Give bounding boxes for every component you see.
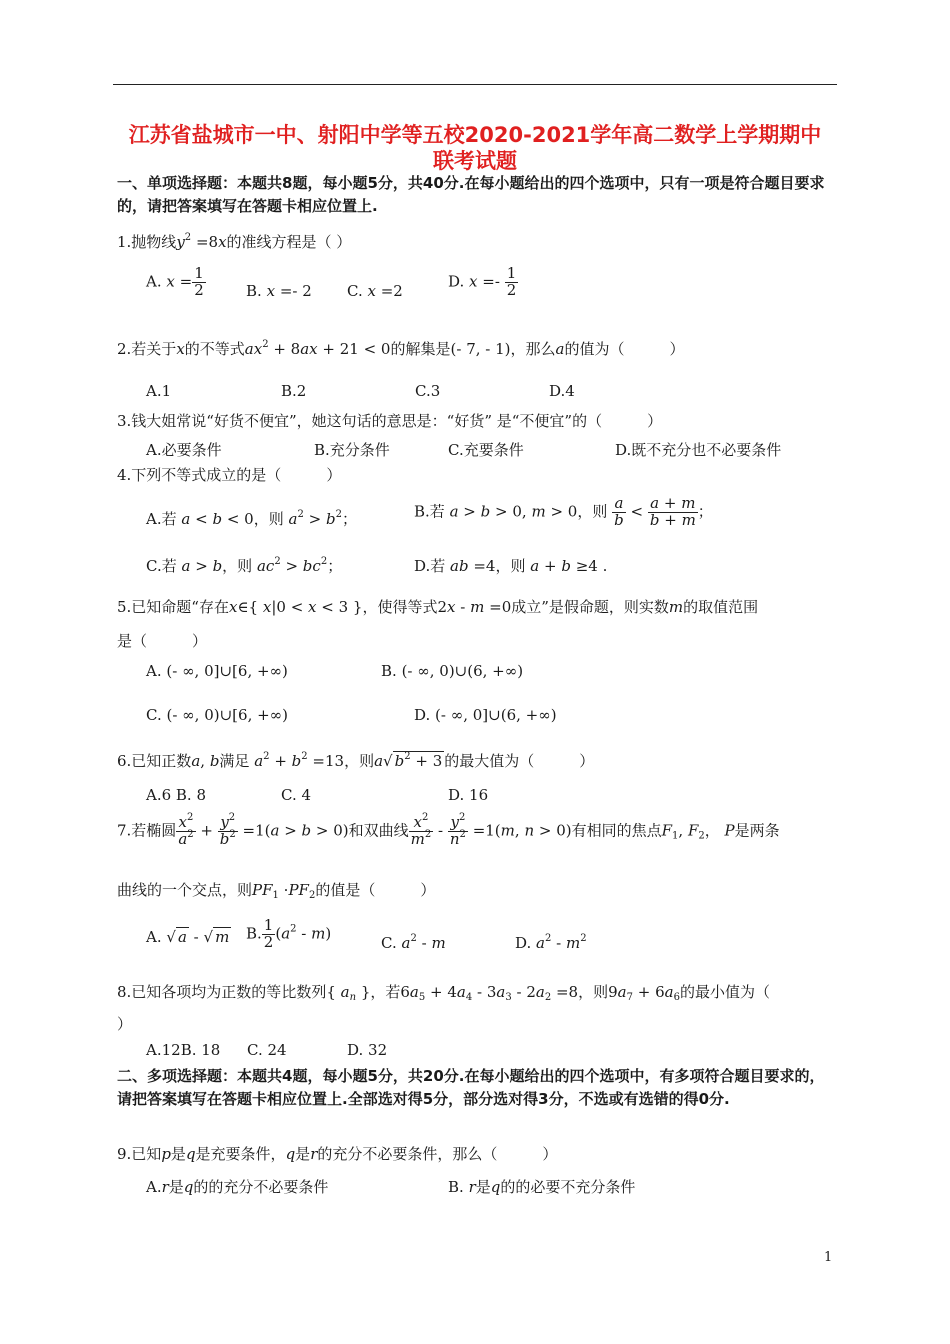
q2-option-c: C.3 (415, 382, 441, 400)
q1-option-d: D. x =- $\frac{1}{2}$ (448, 264, 517, 299)
q2-option-d: D.4 (549, 382, 575, 400)
q4-option-b: B.若 a > b > 0, m > 0，则 $\frac{a}{b}$ < $\frac{a + m}{b + m}$ ； (414, 494, 713, 529)
q4-option-c: C.若 a > b，则 $ac^2 > bc^2$； (146, 556, 343, 575)
question-3: 3.钱大姐常说“好货不便宜”，她这句话的意思是：“好货” 是“不便宜”的（ ） (117, 412, 663, 430)
page-title-line2: 联考试题 (433, 149, 517, 173)
q7-option-c: C. $a^2$ - m (381, 933, 446, 952)
question-4: 4.下列不等式成立的是（ ） (117, 466, 342, 484)
q1-option-c: C. x =2 (347, 282, 403, 300)
question-7-line2: 曲线的一个交点，则$PF_1 \cdot PF_2$的值是（ ） (117, 881, 436, 901)
q5-option-a: A. (- ∞, 0]∪[6, +∞) (146, 662, 288, 680)
q6-option-ab: A.6 B. 8 (146, 786, 207, 804)
header-rule (113, 84, 837, 85)
q9-option-a: A.r是q的的充分不必要条件 (146, 1178, 329, 1196)
q7-option-b: B. $\frac{1}{2}$ $(a^2 - m)$ (246, 916, 332, 951)
q6-option-c: C. 4 (281, 786, 312, 804)
q6-option-d: D. 16 (448, 786, 489, 804)
q7-option-a: A. √ a - √ m (146, 928, 230, 946)
q8-option-c: C. 24 (247, 1041, 287, 1059)
question-7: 7.若椭圆 $\frac{x^2}{a^2}$ + $\frac{y^2}{b^2}$ =1(a > b > 0)和双曲线 $\frac{x^2}{m^2}$ - $\frac{y^2}{n^2}$ =1(m, n > 0)有相同的焦点$F_1$, $F_2$， P是两条 (117, 812, 780, 848)
q1-option-a: A. x = $\frac{1}{2}$ (146, 264, 204, 299)
section-1-heading: 一、单项选择题：本题共8题，每小题5分，共40分.在每小题给出的四个选项中，只有一项是符合题目要求的，请把答案填写在答题卡相应位置上. (117, 174, 825, 215)
q7-option-d: D. $a^2 - m^2$ (515, 933, 587, 952)
q8-option-ab: A.12B. 18 (146, 1041, 221, 1059)
page-number: 1 (824, 1250, 833, 1265)
q9-option-b: B. r是q的的必要不充分条件 (448, 1178, 636, 1196)
section-2-heading: 二、多项选择题：本题共4题，每小题5分，共20分.在每小题给出的四个选项中，有多项符合题目要求的，请把答案填写在答题卡相应位置上.全部选对得5分，部分选对得3分，不选或有选错的得0分. (117, 1067, 825, 1108)
question-1: 1.抛物线$y^2 =8x$的准线方程是（ ） (117, 232, 352, 251)
question-8-line2: ） (117, 1015, 133, 1033)
question-8: 8.已知各项均为正数的等比数列{ $a_n$ }，若$6a_5 + 4a_4 - 3a_3 - 2a_2 =8$，则$9a_7 + 6a_6$的最小值为（ (117, 983, 770, 1003)
q4-option-a: A.若 a < b < 0，则 $a^2 > b^2$； (146, 509, 357, 528)
q2-option-a: A.1 (146, 382, 172, 400)
q1-option-b: B. x =- 2 (246, 282, 312, 300)
q5-option-b: B. (- ∞, 0)∪(6, +∞) (381, 662, 524, 680)
question-2: 2.若关于x的不等式$ax^2 + 8ax + 21 < 0$的解集是(- 7, - 1)，那么a的值为（ ） (117, 339, 685, 358)
q3-option-c: C.充要条件 (448, 441, 524, 459)
q3-option-b: B.充分条件 (314, 441, 390, 459)
q5-option-c: C. (- ∞, 0)∪[6, +∞) (146, 706, 289, 724)
q2-option-b: B.2 (281, 382, 307, 400)
q5-option-d: D. (- ∞, 0]∪(6, +∞) (414, 706, 557, 724)
q3-option-a: A.必要条件 (146, 441, 222, 459)
question-5-line2: 是（ ） (117, 632, 208, 650)
question-9: 9.已知p是q是充要条件，q是r的充分不必要条件，那么（ ） (117, 1145, 558, 1163)
q3-option-d: D.既不充分也不必要条件 (615, 441, 782, 459)
q4-option-d: D.若 ab =4，则 a + b ≥4 . (414, 557, 608, 575)
page-title: 江苏省盐城市一中、射阳中学等五校2020-2021学年高二数学上学期期中 (128, 123, 822, 147)
question-5: 5.已知命题“存在x∈{ x|0 < x < 3 }，使得等式2x - m =0成立”是假命题，则实数m的取值范围 (117, 598, 759, 616)
q8-option-d: D. 32 (347, 1041, 388, 1059)
question-6: 6.已知正数a, b满足 $a^2 + b^2 =13$，则a√ $b^2 + 3$ 的最大值为（ ） (117, 751, 595, 770)
